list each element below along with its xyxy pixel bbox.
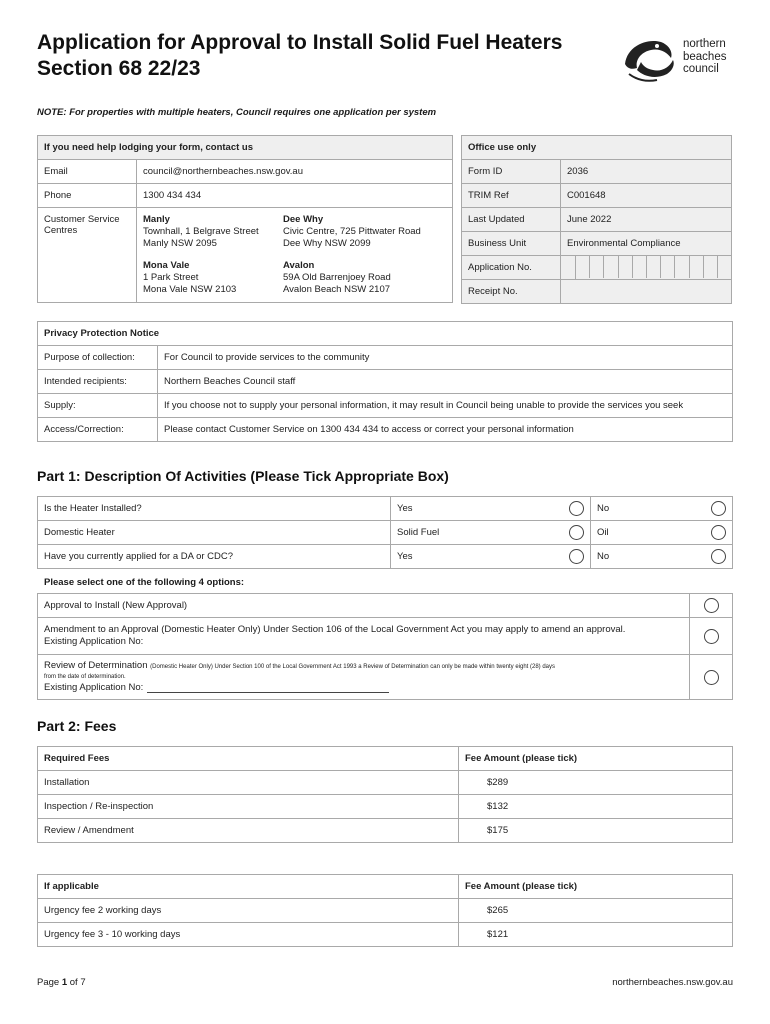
fee-label: Urgency fee 2 working days bbox=[38, 899, 459, 923]
centre-avalon: Avalon 59A Old Barrenjoey Road Avalon Beach NSW 2107 bbox=[283, 260, 391, 295]
option-label: Yes bbox=[391, 497, 564, 521]
privacy-table bbox=[37, 321, 733, 442]
fee-label: Installation bbox=[38, 771, 459, 795]
fees-col-header: Required Fees bbox=[38, 747, 459, 771]
privacy-row-value: For Council to provide services to the community bbox=[158, 346, 733, 370]
email-value[interactable]: council@northernbeaches.nsw.gov.au bbox=[137, 160, 453, 184]
email-label: Email bbox=[38, 160, 137, 184]
option-label: Yes bbox=[391, 545, 564, 569]
privacy-row-label: Supply: bbox=[38, 394, 158, 418]
fee-amount[interactable]: $175 bbox=[459, 819, 733, 843]
fee-amount[interactable]: $289 bbox=[459, 771, 733, 795]
option-label: No bbox=[591, 497, 706, 521]
council-logo-text: northern beaches council bbox=[683, 38, 727, 75]
privacy-row-value: Northern Beaches Council staff bbox=[158, 370, 733, 394]
option-label: Solid Fuel bbox=[391, 521, 564, 545]
website-link[interactable]: northernbeaches.nsw.gov.au bbox=[612, 977, 733, 988]
radio-button[interactable] bbox=[705, 497, 733, 521]
option-label: Oil bbox=[591, 521, 706, 545]
centre-manly: Manly Townhall, 1 Belgrave Street Manly NSW 2095 bbox=[143, 214, 259, 249]
radio-button[interactable] bbox=[563, 497, 591, 521]
question-label: Domestic Heater bbox=[38, 521, 391, 545]
form-id-value: 2036 bbox=[561, 160, 732, 184]
required-fees-table bbox=[37, 746, 733, 843]
privacy-heading: Privacy Protection Notice bbox=[38, 322, 733, 346]
radio-button[interactable] bbox=[705, 545, 733, 569]
fee-amount[interactable]: $132 bbox=[459, 795, 733, 819]
page-number: Page 1 of 7 bbox=[37, 977, 86, 988]
fee-amount[interactable]: $121 bbox=[459, 923, 733, 947]
option-text: Approval to Install (New Approval) bbox=[38, 594, 690, 618]
privacy-row-value: Please contact Customer Service on 1300 434 434 to access or correct your personal information bbox=[158, 418, 733, 442]
receipt-no-label: Receipt No. bbox=[462, 280, 561, 304]
fee-amount[interactable]: $265 bbox=[459, 899, 733, 923]
phone-value[interactable]: 1300 434 434 bbox=[137, 184, 453, 208]
centre-dee-why: Dee Why Civic Centre, 725 Pittwater Road Dee Why NSW 2099 bbox=[283, 214, 421, 249]
centres-label: Customer Service Centres bbox=[38, 208, 137, 303]
existing-application-no-field[interactable] bbox=[147, 682, 389, 693]
last-updated-label: Last Updated bbox=[462, 208, 561, 232]
centres-list bbox=[137, 208, 453, 303]
radio-button[interactable] bbox=[705, 521, 733, 545]
fee-label: Review / Amendment bbox=[38, 819, 459, 843]
radio-button[interactable] bbox=[563, 521, 591, 545]
office-use-table bbox=[461, 135, 732, 304]
option-label: No bbox=[591, 545, 706, 569]
fees-col-header: Fee Amount (please tick) bbox=[459, 747, 733, 771]
part2-heading: Part 2: Fees bbox=[37, 718, 117, 734]
fee-label: Inspection / Re-inspection bbox=[38, 795, 459, 819]
fees-col-header: If applicable bbox=[38, 875, 459, 899]
optional-fees-table bbox=[37, 874, 733, 947]
question-label: Have you currently applied for a DA or CDC? bbox=[38, 545, 391, 569]
business-unit-label: Business Unit bbox=[462, 232, 561, 256]
receipt-no-field[interactable] bbox=[561, 280, 732, 304]
radio-button[interactable] bbox=[690, 655, 733, 700]
fees-col-header: Fee Amount (please tick) bbox=[459, 875, 733, 899]
fee-label: Urgency fee 3 - 10 working days bbox=[38, 923, 459, 947]
page-title: Application for Approval to Install Solid Fuel Heaters Section 68 22/23 bbox=[37, 31, 563, 80]
privacy-row-label: Purpose of collection: bbox=[38, 346, 158, 370]
form-id-label: Form ID bbox=[462, 160, 561, 184]
business-unit-value: Environmental Compliance bbox=[561, 232, 732, 256]
trim-ref-label: TRIM Ref bbox=[462, 184, 561, 208]
last-updated-value: June 2022 bbox=[561, 208, 732, 232]
part1-heading: Part 1: Description Of Activities (Please Tick Appropriate Box) bbox=[37, 468, 449, 484]
privacy-row-label: Access/Correction: bbox=[38, 418, 158, 442]
multiple-heaters-note: NOTE: For properties with multiple heaters, Council requires one application per system bbox=[37, 107, 437, 118]
privacy-row-value: If you choose not to supply your personal information, it may result in Council being unable to provide the services you seek bbox=[158, 394, 733, 418]
contact-heading: If you need help lodging your form, contact us bbox=[38, 136, 453, 160]
radio-button[interactable] bbox=[690, 618, 733, 655]
approval-options-table bbox=[37, 593, 733, 700]
trim-ref-value: C001648 bbox=[561, 184, 732, 208]
application-no-boxes[interactable] bbox=[561, 256, 732, 280]
phone-label: Phone bbox=[38, 184, 137, 208]
radio-button[interactable] bbox=[563, 545, 591, 569]
application-no-label: Application No. bbox=[462, 256, 561, 280]
question-label: Is the Heater Installed? bbox=[38, 497, 391, 521]
office-heading: Office use only bbox=[462, 136, 732, 160]
radio-button[interactable] bbox=[690, 594, 733, 618]
part1-table bbox=[37, 496, 733, 569]
contact-table bbox=[37, 135, 453, 303]
select-option-label: Please select one of the following 4 options: bbox=[44, 577, 245, 588]
option-text: Review of Determination (Domestic Heater Only) Under Section 100 of the Local Government Act 1993 a Review of Determination can only be made within twenty eight (28) days from the date of determination. Existing Application No: bbox=[38, 655, 690, 700]
council-logo-icon bbox=[617, 34, 679, 86]
centre-mona-vale: Mona Vale 1 Park Street Mona Vale NSW 2103 bbox=[143, 260, 237, 295]
option-text: Amendment to an Approval (Domestic Heater Only) Under Section 106 of the Local Government Act you may apply to amend an approval. Existing Application No: bbox=[38, 618, 690, 655]
privacy-row-label: Intended recipients: bbox=[38, 370, 158, 394]
